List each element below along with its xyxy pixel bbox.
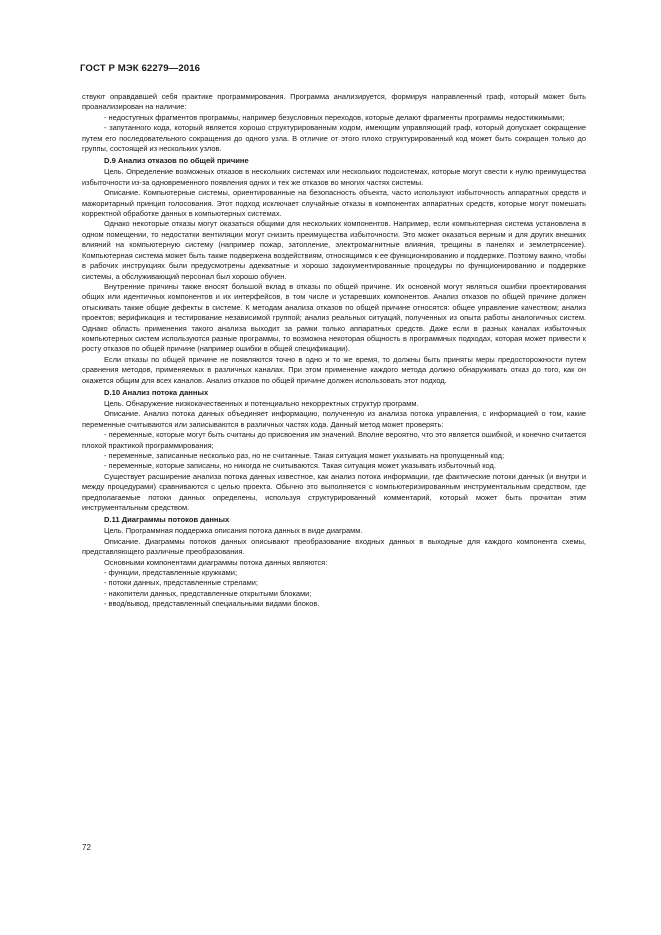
d11-paragraph: Описание. Диаграммы потоков данных описывают преобразование входных данных в выходные для каждого компонента схемы, представляющего различные преобразования. — [82, 536, 586, 557]
document-body — [82, 92, 586, 610]
section-heading-d11: D.11 Диаграммы потоков данных — [104, 515, 230, 525]
intro-list-item: - недоступных фрагментов программы, например безусловных переходов, которые делают фрагменты программы недостижимыми; — [104, 112, 565, 122]
page-number: 72 — [82, 843, 91, 852]
d10-list-item: - переменные, записанные несколько раз, но не считанные. Такая ситуация может указывать на пропущенный код; — [104, 451, 505, 460]
d11-list-item: - потоки данных, представленные стрелами; — [104, 578, 258, 588]
standard-header: ГОСТ Р МЭК 62279—2016 — [80, 63, 201, 74]
d9-paragraph: Если отказы по общей причине не появляются точно в одно и то же время, то должны быть приняты меры предосторожности путем сравнения методов, применяемых в различных каналах. При этом применение каждого метода должно обнаруживать отказ до того, как он окажется общим для всех каналов. Анализ отказов по общей причине должен использовать этот подход. — [82, 354, 586, 385]
d9-paragraph: Внутренние причины также вносят большой вклад в отказы по общей причине. Их основной могут являться ошибки проектирования общих или идентичных компонентов и их интерфейсов, в том числе и устаревших компонентов. Анализ отказов по общей причине должен отыскивать также общие дефекты в системе. К методам анализа отказов по общей причине относятся: общее управление качеством; анализ проектов; верификация и тестирование независимой группой; анализ реальных ситуаций, полученных из опыта работы аналогичных систем. Однако область применения такого анализа выходит за рамки только аппаратных средств. Даже если в разных каналах избыточных компьютерных систем используются разные программы, то возможна некоторая общность в программных подходах, которая может привести к росту отказов по общей причине (например ошибки в общей спецификации). — [82, 281, 586, 354]
d11-list-item: - накопители данных, представленные открытыми блоками; — [104, 588, 312, 598]
d10-paragraph: Существует расширение анализа потока данных известное, как анализ потока информации, где фактические потоки данных (и внутри и между процедурами) сравниваются с целью проекта. Обычно это выполняется с компьютеризированным инструментальным средством, где предполагаемые потоки данных определены, используя структурированный комментарий, который может быть прочитан этим инструментальным средством. — [82, 471, 586, 513]
section-heading-d10: D.10 Анализ потока данных — [104, 387, 209, 397]
d10-paragraph: Цель. Обнаружение низкокачественных и потенциально некорректных структур программ. — [104, 398, 419, 408]
d10-paragraph: Описание. Анализ потока данных объединяет информацию, полученную из анализа потока управления, с информацией о том, какие переменные считываются или записываются в различных частях кода. Данный метод может проверять: — [82, 409, 586, 429]
d9-paragraph: Цель. Определение возможных отказов в нескольких системах или нескольких подсистемах, которые могут свести к нулю преимущества избыточности из-за одновременного появления одних и тех же отказов во многих частях системы. — [82, 167, 586, 187]
d10-list-item: - переменные, которые записаны, но никогда не считываются. Такая ситуация может указывать избыточный код. — [104, 461, 496, 471]
d9-paragraph: Однако некоторые отказы могут оказаться общими для нескольких компонентов. Например, если компьютерная система установлена в одном помещении, то недостатки вентиляции могут снизить преимущества избыточности. Это может оказаться верным и для других внешних влияний на компьютерную систему (например пожар, затопление, электромагнитные влияния, трещины в панелях и землетрясение). Компьютерная система может быть также подвержена воздействиям, относящимся к ее функционированию и поддержке. Поэтому важно, чтобы в рабочих инструкциях были предусмотрены адекватные и хорошо задокументированные процедуры по функционированию и поддержке системы, а обслуживающий персонал был хорошо обучен. — [82, 219, 586, 281]
d10-list-item: - переменные, которые могут быть считаны до присвоения им значений. Вполне вероятно, что это является ошибкой, и конечно считается плохой практикой программирования; — [82, 430, 586, 450]
intro-list-item: - запутанного кода, который является хорошо структурированным кодом, имеющим управляющий граф, который допускает сокращение путем его последовательного сокращения до одного узла. В отличие от этого плохо структурированный код может быть сокращен только до группы, состоящей из нескольких узлов. — [82, 123, 586, 154]
d9-paragraph: Описание. Компьютерные системы, ориентированные на безопасность объекта, часто используют избыточность аппаратных средств и мажоритарный принцип голосования. Этот подход исключает случайные отказы в компонентах аппаратных средств, которые могут помешать корректной обработке данных в компьютерных системах. — [82, 188, 586, 219]
d11-list-item: - функции, представленные кружками; — [104, 568, 238, 578]
d11-list-item: - ввод/вывод, представленный специальными видами блоков. — [104, 599, 320, 609]
d11-paragraph: Основными компонентами диаграммы потока данных являются: — [104, 557, 328, 567]
intro-continued-paragraph: ствуют оправдавшей себя практике программирования. Программа анализируется, формируя направленный граф, который может быть проанализирован на наличие: — [82, 92, 586, 112]
d11-paragraph: Цель. Программная поддержка описания потока данных в виде диаграмм. — [104, 526, 363, 536]
section-heading-d9: D.9 Анализ отказов по общей причине — [104, 156, 249, 166]
